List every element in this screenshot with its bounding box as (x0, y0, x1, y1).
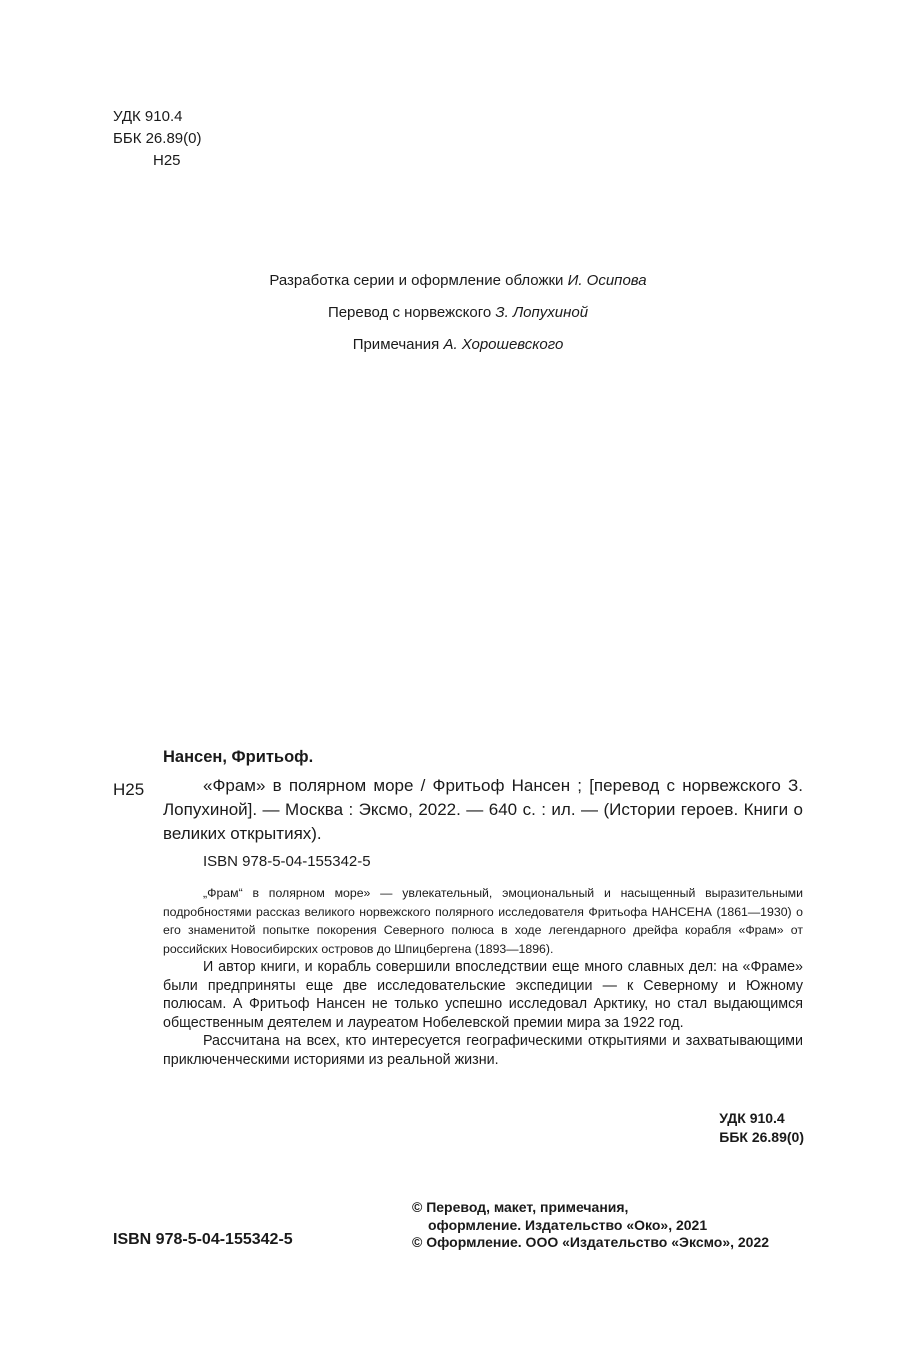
credit-design-label: Разработка серии и оформление обложки (269, 272, 568, 289)
credit-translation-label: Перевод с норвежского (327, 304, 496, 321)
annotation-paragraph-3: Рассчитана на всех, кто интересуется географическими открытиями и захватывающими приключенческими историями из реальной жизни. (163, 1033, 803, 1068)
udk-code: УДК 910.4 (113, 108, 183, 125)
bib-description-text: «Фрам» в полярном море / Фритьоф Нансен ; [перевод с норвежского З. Лопухиной]. — Москва : Эксмо, 2022. — 640 с. : ил. — (Истории героев. Книги о великих открытиях). (163, 776, 803, 843)
credit-notes-name: А. Хорошевского (443, 336, 564, 353)
footer-udk: УДК 910.4 (719, 1110, 785, 1126)
copyright-2: © Оформление. ООО «Издательство «Эксмо», 2022 (412, 1234, 770, 1250)
author-heading: Нансен, Фритьоф. (163, 748, 314, 766)
footer-isbn: ISBN 978-5-04-155342-5 (113, 1231, 293, 1248)
credit-design-name: И. Осипова (567, 272, 647, 289)
credit-notes-label: Примечания (352, 336, 444, 353)
footer-bbk: ББК 26.89(0) (719, 1129, 804, 1145)
copyright-1-line-1: © Перевод, макет, примечания, (412, 1199, 629, 1215)
credit-design (0, 269, 916, 301)
annotation (163, 884, 803, 1069)
copyright-1-line-2: оформление. Издательство «Око», 2021 (428, 1216, 708, 1233)
copyright-block (412, 1199, 769, 1252)
author-mark: Н25 (153, 152, 181, 169)
annotation-paragraph-1: „Фрам“ в полярном море» — увлекательный, эмоциональный и насыщенный выразительными подробностями рассказ великого норвежского полярного исследователя Фритьофа НАНСЕНА (1861—1930) о его знаменитой попытке покорения Северного полюса в ходе легендарного дрейфа корабля «Фрам» от российских Новосибирских островов до Шпицбергена (1893—1896). (163, 886, 803, 956)
bibliographic-description (163, 774, 803, 846)
bbk-code: ББК 26.89(0) (113, 130, 202, 147)
credit-translation-name: З. Лопухиной (495, 304, 589, 321)
annotation-paragraph-2: И автор книги, и корабль совершили впоследствии еще много славных дел: на «Фраме» были предприняты еще две исследовательские экспедиции — к Северному и Южному полюсам. А Фритьоф Нансен не только успешно исследовал Арктику, но стал выдающимся общественным деятелем и лауреатом Нобелевской премии мира за 1922 год. (163, 959, 803, 1031)
bib-author-mark: Н25 (113, 780, 145, 799)
credit-notes (0, 333, 916, 365)
footer-classification (719, 1109, 804, 1147)
credits (0, 269, 916, 365)
credit-translation (0, 301, 916, 333)
classification-codes (113, 106, 201, 172)
bib-isbn: ISBN 978-5-04-155342-5 (203, 853, 371, 870)
